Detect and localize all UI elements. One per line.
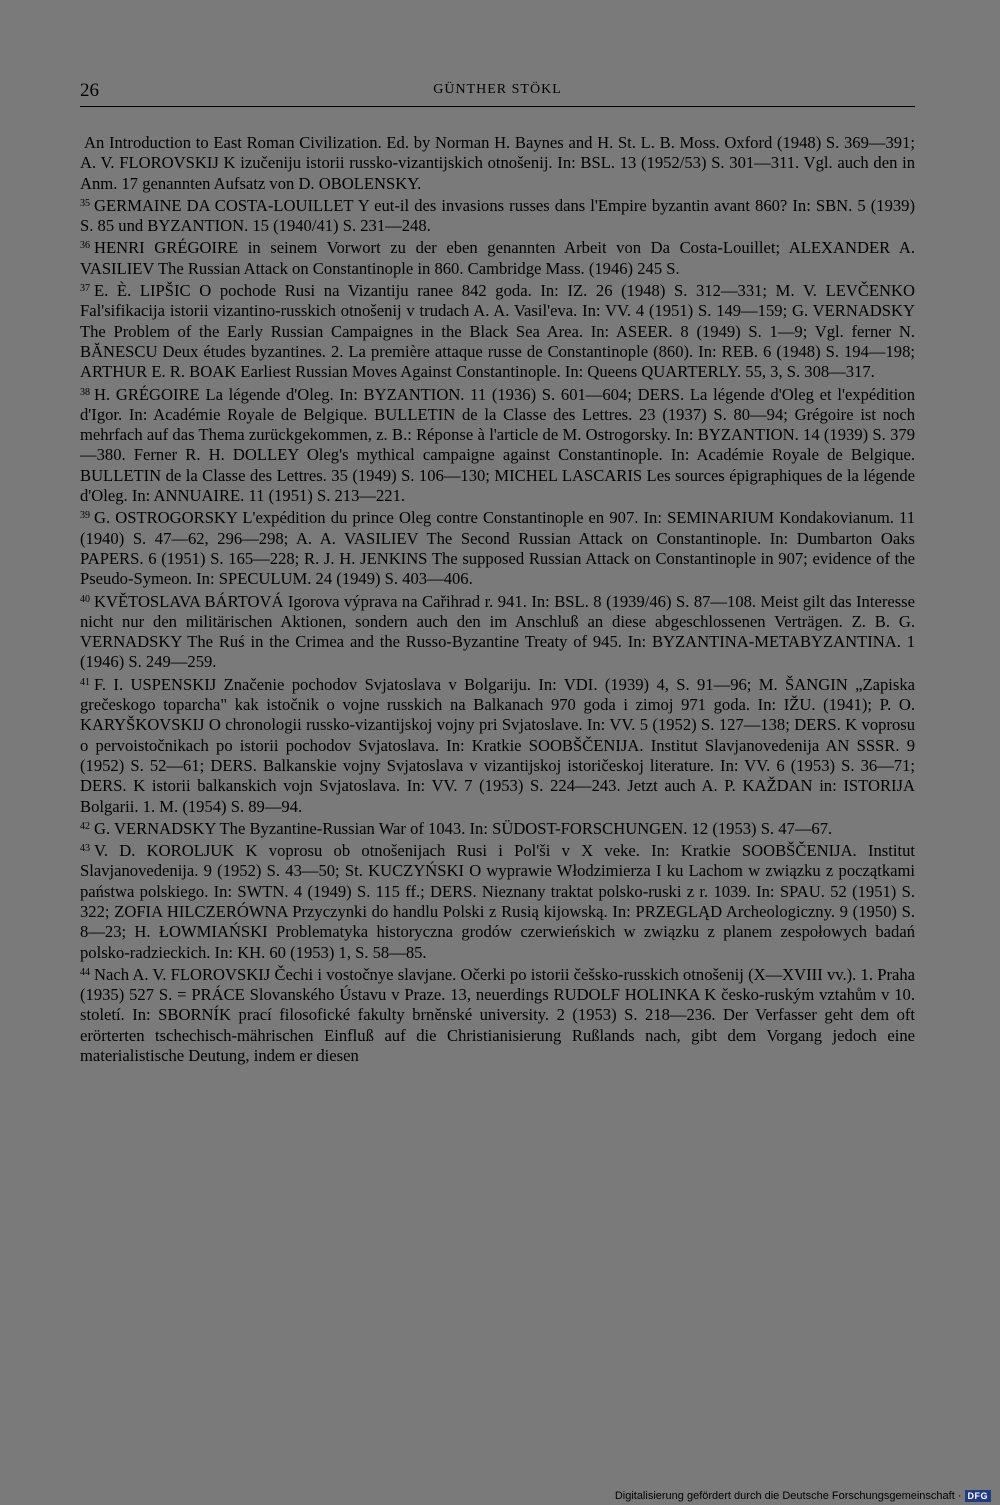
footnote: [80, 673, 915, 817]
footnote-number: 44: [80, 966, 90, 978]
footer-credit: Digitalisierung gefördert durch die Deutsche Forschungsgemeinschaft ·: [614, 1490, 962, 1502]
footnote-text: GERMAINE DA COSTA-LOUILLET Y eut-il des invasions russes dans l'Empire byzantin avant 860? In: SBN. 5 (1939) S. 85 und BYZANTION. 15 (1940/41) S. 231—248.: [80, 195, 915, 236]
footnote-text: HENRI GRÉGOIRE in seinem Vorwort zu der eben genannten Arbeit von Da Costa-Louillet; ALEXANDER A. VASILIEV The Russian Attack on Constantinople in 860. Cambridge Mass. (1946) 245 S.: [80, 238, 915, 278]
page-number: 26: [80, 80, 99, 101]
header-rule: [80, 106, 915, 107]
footnote: [80, 279, 915, 382]
footnote-number: 35: [80, 197, 90, 209]
footnote-number: 43: [80, 843, 90, 855]
footnote-number: 39: [80, 510, 90, 522]
footnote-text: G. VERNADSKY The Byzantine-Russian War of 1043. In: SÜDOST-FORSCHUNGEN. 12 (1953) S. 47—67.: [94, 818, 833, 838]
footnote-text: G. OSTROGORSKY L'expédition du prince Oleg contre Constantinople en 907. In: SEMINARIUM Kondakovianum. 11 (1940) S. 47—62, 296—298; A. A. VASILIEV The Second Russian Attack on Constantinople. In: Dumbarton Oaks PAPERS. 6 (1951) S. 165—228; R. J. H. JENKINS The supposed Russian Attack on Constantinople in 907; evidence of the Pseudo-Symeon. In: SPECULUM. 24 (1949) S. 403—406.: [80, 508, 915, 589]
footnote: [80, 236, 915, 279]
page-header: [80, 80, 915, 106]
footnote-text: KVĚTOSLAVA BÁRTOVÁ Igorova výprava na Cařihrad r. 941. In: BSL. 8 (1939/46) S. 87—108. Meist gilt das Interesse nicht nur den militärischen Aktionen, sondern auch den im Anschluß an diese abgeschlossenen Verträgen. Z. B. G. VERNADSKY The Ruś in the Crimea and the Russo-Byzantine Treaty of 945. In: BYZANTINA-METABYZANTINA. 1 (1946) S. 249—259.: [80, 591, 915, 672]
footnotes: [80, 131, 915, 1066]
footnote-number: 42: [80, 820, 90, 832]
footnote-text: F. I. USPENSKIJ Značenie pochodov Svjatoslava v Bolgariju. In: VDI. (1939) 4, S. 91—96; M. ŠANGIN „Zapiska grečeskogo toparcha" kak istočnik o vojne russkich na Balkanach 970 goda i zimoj 971 goda. In: IŽU. (1941); P. O. KARYŠKOVSKIJ O chronologii russko-vizantijskoj vojny pri Svjatoslave. In: VV. 5 (1952) S. 127—138; DERS. K voprosu o pervoistočnikach po istorii pochodov Svjatoslava. In: Kratkie SOOBŠČENIJA. Institut Slavjanovedenija AN SSSR. 9 (1952) S. 52—61; DERS. Balkanskie vojny Svjatoslava v vizantijskoj istoričeskoj literature. In: VV. 6 (1953) S. 36—71; DERS. K istorii balkanskich vojn Svjatoslava. In: VV. 7 (1953) S. 224—243. Jetzt auch A. P. KAŽDAN in: ISTORIJA Bolgarii. 1. M. (1954) S. 89—94.: [80, 674, 915, 816]
footnote-text: Nach A. V. FLOROVSKIJ Čechi i vostočnye slavjane. Očerki po istorii češsko-russkich otnošenij (X—XVIII vv.). 1. Praha (1935) 527 S. = PRÁCE Slovanského Ústavu v Praze. 13, neuerdings RUDOLF HOLINKA K česko-ruským vztahům v 10. století. In: SBORNÍK prací filosofické fakulty brněnské university. 2 (1953) S. 218—236. Der Verfasser geht dem oft erörterten tschechisch-mährischen Einfluß auf die Christianisierung Rußlands nach, gibt dem Vorgang jedoch eine materialistische Deutung, indem er diesen: [80, 964, 915, 1066]
footnote: [80, 817, 915, 839]
footnote-number: 38: [80, 386, 90, 398]
footnote: [80, 590, 915, 673]
digitization-footer: [615, 1490, 994, 1502]
footnote-number: 40: [80, 593, 90, 605]
footnote-text: V. D. KOROLJUK K voprosu ob otnošenijach Rusi i Pol'ši v X veke. In: Kratkie SOOBŠČENIJA. Institut Slavjanovedenija. 9 (1952) S. 43—50; St. KUCZYŃSKI O wyprawie Włodzimierza I ku Lachom w związku z początkami państwa polskiego. In: SWTN. 4 (1949) S. 115 ff.; DERS. Nieznany traktat polsko-ruski z r. 1039. In: SPAU. 52 (1951) S. 322; ZOFIA HILCZERÓWNA Przyczynki do handlu Polski z Rusią kijowską. In: PRZEGLĄD Archeologiczny. 9 (1950) S. 8—23; H. ŁOWMIAŃSKI Problematyka historyczna grodów czerwieńskich w związku z planem zespołowych badań polsko-radzieckich. In: KH. 60 (1953) 1, S. 58—85.: [80, 841, 915, 962]
footnote-number: 36: [80, 240, 90, 252]
running-head: GÜNTHER STÖKL: [433, 82, 562, 97]
footnote-text: E. È. LIPŠIC O pochode Rusi na Vizantiju ranee 842 goda. In: IZ. 26 (1948) S. 312—331; M. V. LEVČENKO Fal'sifikacija istorii vizantino-russkich otnošenij v trudach A. A. Vasil'eva. In: VV. 4 (1951) S. 149—159; G. VERNADSKY The Problem of the Early Russian Campaignes in the Black Sea Area. In: ASEER. 8 (1949) S. 1—9; Vgl. ferner N. BĂNESCU Deux études byzantines. 2. La première attaque russe de Constantinople (860). In: REB. 6 (1948) S. 194—198; ARTHUR E. R. BOAK Earliest Russian Moves Against Constantinople. In: Queens QUARTERLY. 55, 3, S. 308—317.: [80, 281, 915, 382]
footnote-text: An Introduction to East Roman Civilization. Ed. by Norman H. Baynes and H. St. L. B. Moss. Oxford (1948) S. 369—391; A. V. FLOROVSKIJ K izučeniju istorii russko-vizantijskich otnošenij. In: BSL. 13 (1952/53) S. 301—311. Vgl. auch den in Anm. 17 genannten Aufsatz von D. OBOLENSKY.: [80, 133, 915, 193]
footnote: [80, 506, 915, 589]
footnote: [80, 839, 915, 963]
footnote: [80, 131, 915, 194]
footnote: [80, 383, 915, 507]
footnote: [80, 194, 915, 237]
footnote-number: 37: [80, 283, 90, 295]
footnote: [80, 963, 915, 1066]
footnote-text: H. GRÉGOIRE La légende d'Oleg. In: BYZANTION. 11 (1936) S. 601—604; DERS. La légende d'Oleg et l'expédition d'Igor. In: Académie Royale de Belgique. BULLETIN de la Classe des Lettres. 23 (1937) S. 80—94; Grégoire ist noch mehrfach auf das Thema zurückgekommen, z. B.: Réponse à l'article de M. Ostrogorsky. In: BYZANTION. 14 (1939) S. 379—380. Ferner R. H. DOLLEY Oleg's mythical campaigne against Constantinople. In: Académie Royale de Belgique. BULLETIN de la Classe des Lettres. 35 (1949) S. 106—130; MICHEL LASCARIS Les sources épigraphiques de la légende d'Oleg. In: ANNUAIRE. 11 (1951) S. 213—221.: [80, 384, 915, 506]
footnote-number: 41: [80, 676, 90, 688]
dfg-logo: DFG: [965, 1490, 992, 1502]
